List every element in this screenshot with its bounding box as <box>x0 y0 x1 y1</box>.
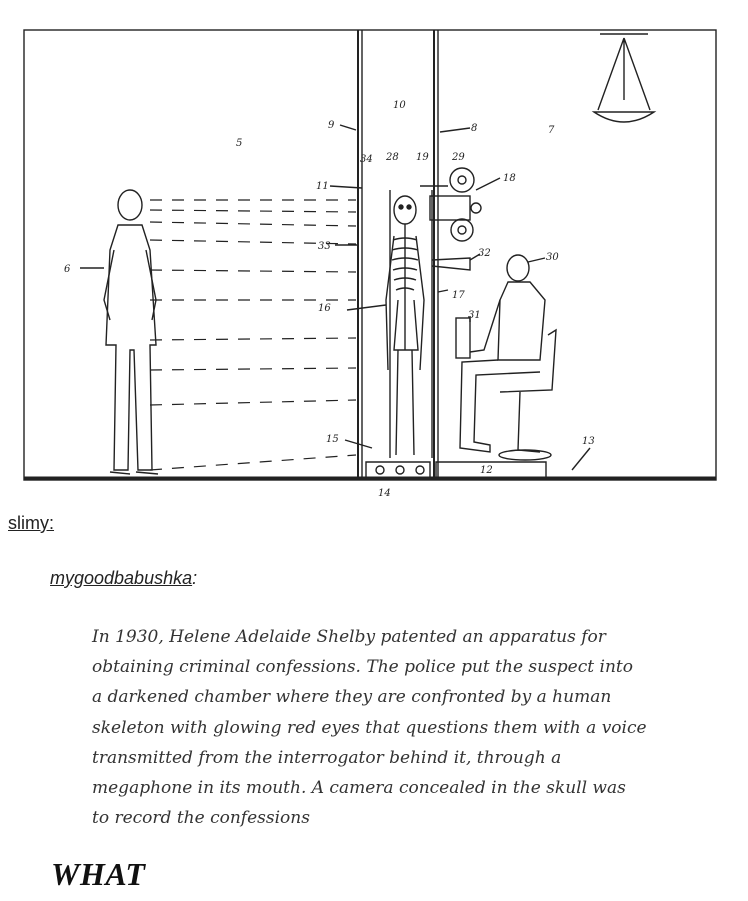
ref-6-label: 6 <box>64 264 71 275</box>
reblog-colon: : <box>49 513 55 533</box>
ref-15-label: 15 <box>326 434 339 445</box>
ref-19-label: 19 <box>416 152 429 163</box>
ref-18-label: 18 <box>503 173 516 184</box>
ref-16-label: 16 <box>318 303 331 314</box>
blockquote <box>92 622 692 833</box>
ref-10-label: 10 <box>393 100 406 111</box>
ref-12-label: 12 <box>480 465 493 476</box>
quote-line: skeleton with glowing red eyes that questions them with a voice <box>92 717 647 738</box>
reaction-text: WHAT <box>51 856 146 892</box>
reblog-username-link[interactable] <box>8 513 54 534</box>
quote-line: transmitted from the interrogator behind it, through a <box>92 747 562 768</box>
ref-11-label: 11 <box>316 181 329 192</box>
ref-34-label: 34 <box>360 154 373 165</box>
quote-line: a darkened chamber where they are confronted by a human <box>92 687 612 708</box>
ref-13-label: 13 <box>582 436 595 447</box>
ref-7-label: 7 <box>548 125 555 136</box>
quote-line: In 1930, Helene Adelaide Shelby patented an apparatus for <box>92 627 606 647</box>
ref-32-label: 32 <box>478 248 491 259</box>
quote-line: obtaining criminal confessions. The police put the suspect into <box>92 657 633 678</box>
reblog-username[interactable]: slimy <box>8 513 49 533</box>
ref-5-label: 5 <box>236 138 243 149</box>
ref-14-label: 14 <box>378 488 391 499</box>
quote-line: to record the confessions <box>92 808 310 829</box>
original-username-link[interactable]: mygoodbabushka <box>50 568 193 588</box>
ref-28-label: 28 <box>386 152 399 163</box>
original-colon: : <box>192 568 198 588</box>
ref-8-label: 8 <box>471 123 478 134</box>
ref-30-label: 30 <box>546 252 559 263</box>
quote-line: megaphone in its mouth. A camera concealed in the skull was <box>92 778 626 799</box>
ref-31-label: 31 <box>468 310 481 321</box>
ref-9-label: 9 <box>328 120 335 131</box>
ref-17-label: 17 <box>452 290 465 301</box>
ref-33-label: 33 <box>318 241 331 252</box>
original-poster <box>50 568 197 589</box>
ref-29-label: 29 <box>452 152 465 163</box>
